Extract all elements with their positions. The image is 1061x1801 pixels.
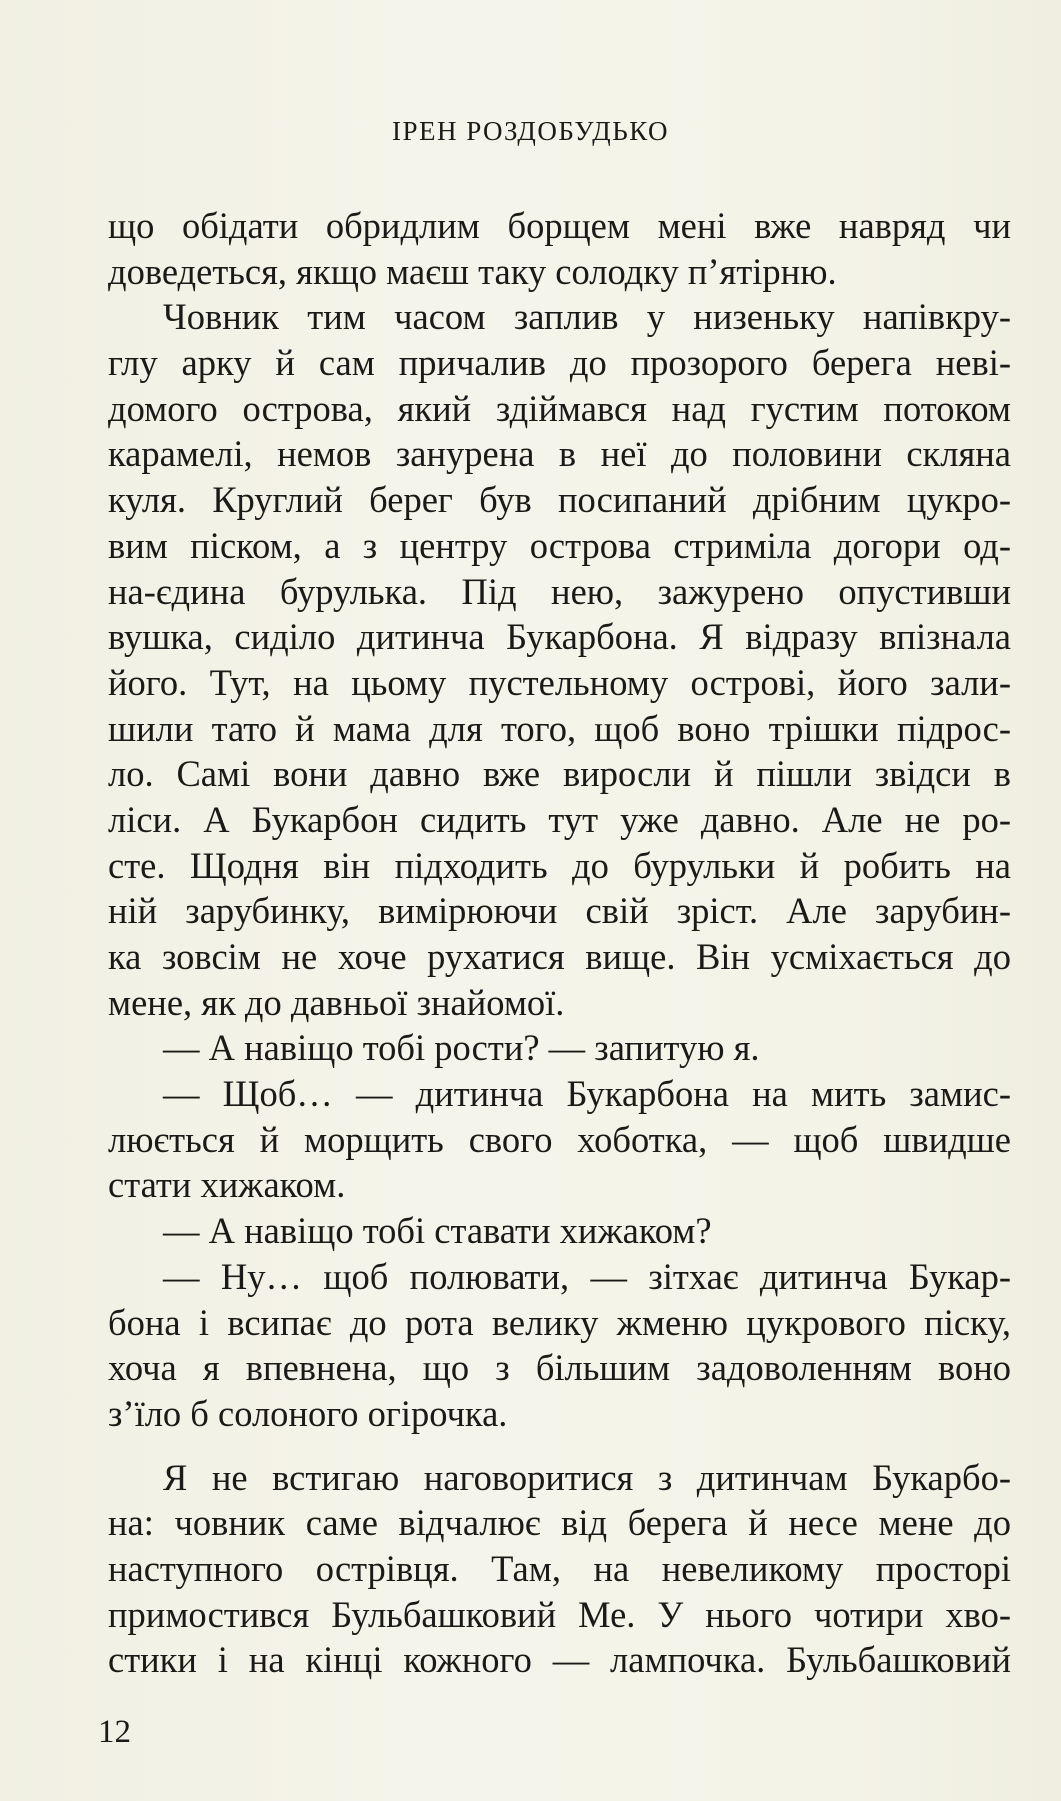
text-line: ло. Самі вони давно вже виросли й пішли звідси в (108, 753, 1011, 795)
text-line: шили тато й мама для того, щоб воно трішки підрос- (108, 707, 1011, 749)
text-line: стики і на кінці кожного — лампочка. Бульбашковий (108, 1639, 1011, 1681)
text-line: ній зарубинку, вимірюючи свій зріст. Але зарубин- (108, 890, 1011, 932)
text-line: глу арку й сам причалив до прозорого берега неві- (108, 342, 1011, 384)
text-line: ліси. А Букарбон сидить тут уже давно. Але не ро- (108, 798, 1011, 840)
text-line: стати хижаком. (108, 1164, 346, 1206)
text-line: сте. Щодня він підходить до бурульки й робить на (108, 844, 1011, 886)
text-line: карамелі, немов занурена в неї до половини скляна (108, 433, 1011, 475)
page-number: 12 (98, 1714, 131, 1750)
text-line: — А навіщо тобі рости? — запитую я. (163, 1027, 760, 1069)
text-line: люється й морщить свого хоботка, — щоб швидше (108, 1118, 1011, 1160)
text-line: на: човник саме відчалює від берега й несе мене до (108, 1502, 1011, 1544)
body-text (108, 203, 1011, 1683)
text-line: на-єдина бурулька. Під нею, зажурено опустивши (108, 570, 1011, 612)
text-line: з’їло б солоного огірочка. (108, 1392, 508, 1434)
text-line: що обідати обридлим борщем мені вже навряд чи (108, 205, 1011, 246)
text-line: — Щоб… — дитинча Букарбона на мить замис- (163, 1073, 1011, 1115)
text-line: — Ну… щоб полювати, — зітхає дитинча Букар- (163, 1255, 1011, 1297)
text-line: примостився Бульбашковий Ме. У нього чотири хво- (108, 1593, 1011, 1635)
text-line: Човник тим часом заплив у низеньку напівкру- (163, 296, 1011, 338)
text-line: наступного острівця. Там, на невеликому просторі (108, 1547, 1011, 1589)
text-line: вушка, сиділо дитинча Букарбона. Я відразу впізнала (108, 616, 1011, 658)
text-line: мене, як до давньої знайомої. (108, 981, 565, 1023)
text-line: Я не встигаю наговоритися з дитинчам Букарбо- (163, 1456, 1011, 1498)
text-line: його. Тут, на цьому пустельному острові, його зали- (108, 661, 1011, 703)
text-line: ка зовсім не хоче рухатися вище. Він усміхається до (108, 936, 1011, 977)
text-line: куля. Круглий берег був посипаний дрібним цукро- (108, 479, 1011, 521)
text-line: домого острова, який здіймався над густим потоком (108, 387, 1011, 429)
paragraph-gap (108, 1437, 1011, 1455)
text-line: хоча я впевнена, що з більшим задоволенням воно (108, 1347, 1011, 1389)
running-header: ІРЕН РОЗДОБУДЬКО (391, 116, 670, 146)
text-line: вим піском, а з центру острова стриміла догори од- (108, 524, 1011, 566)
text-line: бона і всипає до рота велику жменю цукрового піску, (108, 1301, 1011, 1343)
text-line: доведеться, якщо маєш таку солодку п’ятірню. (108, 250, 837, 292)
text-line: — А навіщо тобі ставати хижаком? (163, 1210, 712, 1252)
